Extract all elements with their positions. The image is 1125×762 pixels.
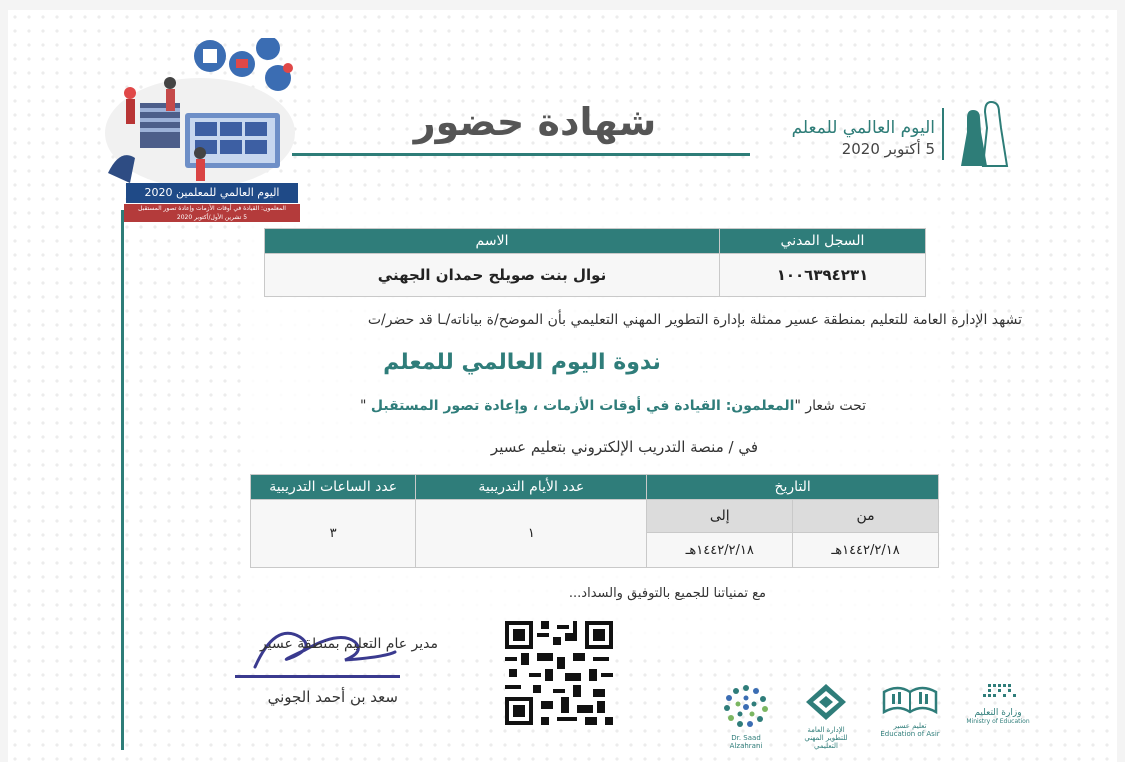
slogan-prefix: تحت شعار " [794, 398, 866, 414]
from-date-value: ١٤٤٢/٢/١٨هـ [793, 533, 939, 568]
professional-dev-logo [802, 682, 850, 750]
training-header-row [251, 475, 939, 500]
ministry-logo-arabic: وزارة التعليم [974, 708, 1022, 718]
poster-subtitle [124, 204, 300, 222]
poster-sub-line2: 5 تشرين الأول/أكتوبر 2020 [176, 214, 248, 221]
poster-title-band: اليوم العالمي للمعلمين 2020 [126, 183, 298, 203]
to-header: إلى [647, 500, 793, 533]
signatory-name: سعد بن أحمد الجوني [267, 688, 398, 706]
left-rule [121, 210, 124, 750]
slogan-suffix: " [359, 398, 371, 414]
civil-record-value: ١٠٠٦٣٩٤٢٣١ [720, 254, 926, 297]
teachers-silhouette-icon [955, 98, 1013, 168]
id-table [264, 228, 926, 297]
hours-header: عدد الساعات التدريبية [251, 475, 416, 500]
training-sub-row [251, 500, 939, 533]
poster-illustration-icon [100, 38, 305, 188]
training-table [250, 474, 939, 568]
header-event-date: 5 أكتوبر 2020 [841, 140, 935, 158]
poster-sub-line1: المعلمون: القيادة في أوقات الأزمات وإعادة تصور المستقبل [138, 205, 286, 212]
title-underline [292, 153, 750, 156]
id-table-row [265, 254, 926, 297]
to-date-value: ١٤٤٢/٢/١٨هـ [647, 533, 793, 568]
wishes-line: مع تمنياتنا للجميع بالتوفيق والسداد... [568, 586, 766, 601]
ministry-logo-english: Ministry of Education [966, 718, 1030, 725]
teachers-day-poster [100, 38, 305, 224]
dev-logo-label: الإدارة العامة للتطوير المهني التعليمي [804, 726, 848, 750]
dots-circle-icon [720, 682, 772, 730]
name-value: نوال بنت صويلح حمدان الجهني [265, 254, 720, 297]
header-event-name: اليوم العالمي للمعلم [791, 118, 935, 138]
days-value: ١ [416, 500, 647, 568]
asir-education-logo [880, 682, 940, 738]
ministry-dots-icon [960, 682, 1036, 704]
platform-line: في / منصة التدريب الإلكتروني بتعليم عسير [490, 438, 758, 456]
ministry-of-education-logo [960, 682, 1036, 725]
header-divider [942, 108, 944, 160]
asir-logo-english: Education of Asir [880, 730, 940, 738]
attestation-statement: تشهد الإدارة العامة للتعليم بمنطقة عسير ممثلة بإدارة التطوير المهني التعليمي بأن الموضح/ة بياناته/ـا قد حضر/ت [367, 312, 1022, 328]
signature-underline [235, 675, 400, 678]
days-header: عدد الأيام التدريبية [416, 475, 647, 500]
date-header: التاريخ [647, 475, 939, 500]
slogan-line [300, 398, 866, 414]
qr-code-icon[interactable] [505, 620, 613, 726]
dots-logo [720, 682, 772, 750]
from-header: من [793, 500, 939, 533]
asir-logo-arabic: تعليم عسير [893, 722, 927, 730]
signatory-role: مدير عام التعليم بمنطقة عسير [260, 636, 438, 652]
event-name: ندوة اليوم العالمي للمعلم [383, 350, 661, 375]
diamond-emblem-icon [802, 682, 850, 722]
certificate-title: شهادة حضور [413, 100, 657, 144]
hours-value: ٣ [251, 500, 416, 568]
name-header: الاسم [265, 229, 720, 254]
id-table-header-row [265, 229, 926, 254]
civil-record-header: السجل المدني [720, 229, 926, 254]
slogan-text: المعلمون: القيادة في أوقات الأزمات ، وإعادة تصور المستقبل [370, 398, 795, 414]
asir-logo-label [880, 722, 940, 738]
open-book-icon [880, 682, 940, 718]
dots-logo-label: Dr. Saad Alzahrani [729, 734, 763, 750]
